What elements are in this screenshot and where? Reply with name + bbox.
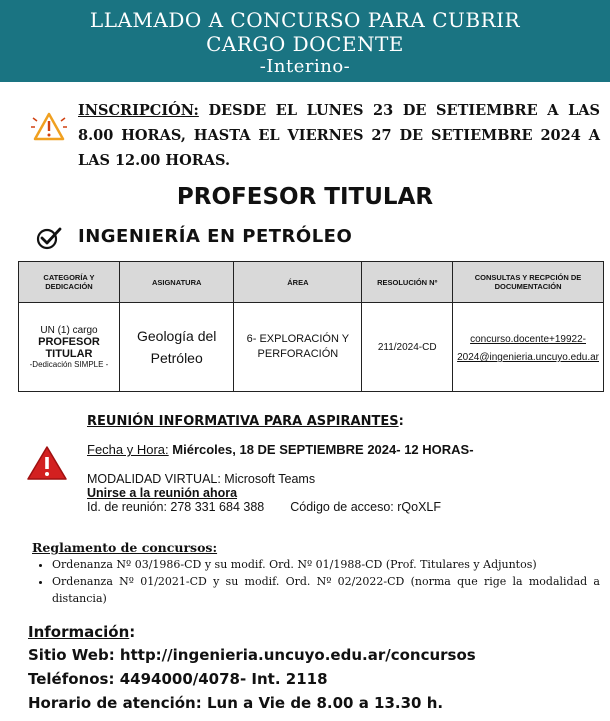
cell-consultas: [453, 303, 604, 392]
info-heading-text: Información: [28, 623, 130, 641]
meeting-heading-text: REUNIÓN INFORMATIVA PARA ASPIRANTES: [87, 414, 399, 429]
meeting-access-code: Código de acceso: rQoXLF: [290, 500, 442, 514]
alert-triangle-icon: [26, 444, 68, 482]
info-hours: Horario de atención: Lun a Vie de 8.00 a 13.30 h.: [28, 694, 444, 712]
list-item: • Ordenanza Nº 01/2021-CD y su modif. Ord. Nº 02/2022-CD (norma que rige la modalidad a distancia): [52, 573, 600, 607]
header-categoria: CATEGORÍA Y DEDICACIÓN: [19, 262, 120, 303]
meeting-date-label: Fecha y Hora:: [87, 442, 169, 457]
list-item: • Ordenanza Nº 03/1986-CD y su modif. Ord. Nº 01/1988-CD (Prof. Titulares y Adjuntos): [52, 556, 600, 573]
categoria-role: PROFESOR TITULAR: [38, 336, 100, 360]
meeting-credentials: [87, 500, 441, 514]
table-header-row: [19, 262, 604, 303]
banner-title-line2: CARGO DOCENTE: [206, 32, 404, 56]
meeting-date: [87, 442, 474, 457]
header-resolucion: RESOLUCIÓN Nº: [362, 262, 453, 303]
meeting-id: Id. de reunión: 278 331 684 388: [87, 500, 265, 514]
cell-asignatura: Geología del Petróleo: [119, 303, 233, 392]
header-banner: [0, 0, 610, 82]
table-row: [19, 303, 604, 392]
registration-text: DESDE EL LUNES 23 DE SETIEMBRE A LAS 8.00 HORAS, HASTA EL VIERNES 27 DE SETIEMBRE 2024 A LAS 12.00 HORAS.: [78, 102, 600, 169]
info-website[interactable]: Sitio Web: http://ingenieria.uncuyo.edu.ar/concursos: [28, 646, 476, 664]
cell-area: 6- EXPLORACIÓN Y PERFORACIÓN: [234, 303, 362, 392]
categoria-dedication: -Dedicación SIMPLE -: [29, 360, 109, 369]
cell-resolucion: 211/2024-CD: [362, 303, 453, 392]
categoria-count: UN (1) cargo: [40, 325, 98, 336]
position-title: PROFESOR TITULAR: [176, 184, 434, 210]
contact-email-link[interactable]: concurso.docente+19922-2024@ingenieria.uncuyo.edu.ar: [457, 334, 599, 363]
info-heading: Información:: [28, 623, 136, 641]
cell-categoria: [19, 303, 120, 392]
header-asignatura: ASIGNATURA: [119, 262, 233, 303]
regulations-list: [34, 556, 600, 607]
regulations-heading: Reglamento de concursos:: [32, 540, 218, 555]
banner-subtitle: -Interino-: [259, 56, 351, 77]
meeting-date-value: Miércoles, 18 DE SEPTIEMBRE 2024- 12 HORAS-: [168, 442, 474, 457]
position-table: [18, 261, 604, 392]
info-phones: Teléfonos: 4494000/4078- Int. 2118: [28, 670, 328, 688]
header-area: ÁREA: [234, 262, 362, 303]
banner-title-line1: LLAMADO A CONCURSO PARA CUBRIR: [89, 8, 521, 32]
warning-icon: [30, 108, 68, 144]
career-name: INGENIERÍA EN PETRÓLEO: [78, 226, 353, 247]
join-meeting-link[interactable]: Unirse a la reunión ahora: [87, 486, 238, 500]
registration-label: INSCRIPCIÓN:: [78, 102, 199, 119]
check-circle-icon: [36, 226, 62, 250]
meeting-modality: MODALIDAD VIRTUAL: Microsoft Teams: [87, 472, 316, 486]
meeting-heading: REUNIÓN INFORMATIVA PARA ASPIRANTES:: [87, 414, 404, 429]
header-consultas: CONSULTAS Y RECPCIÓN DE DOCUMENTACIÓN: [453, 262, 604, 303]
registration-notice: [78, 98, 600, 173]
